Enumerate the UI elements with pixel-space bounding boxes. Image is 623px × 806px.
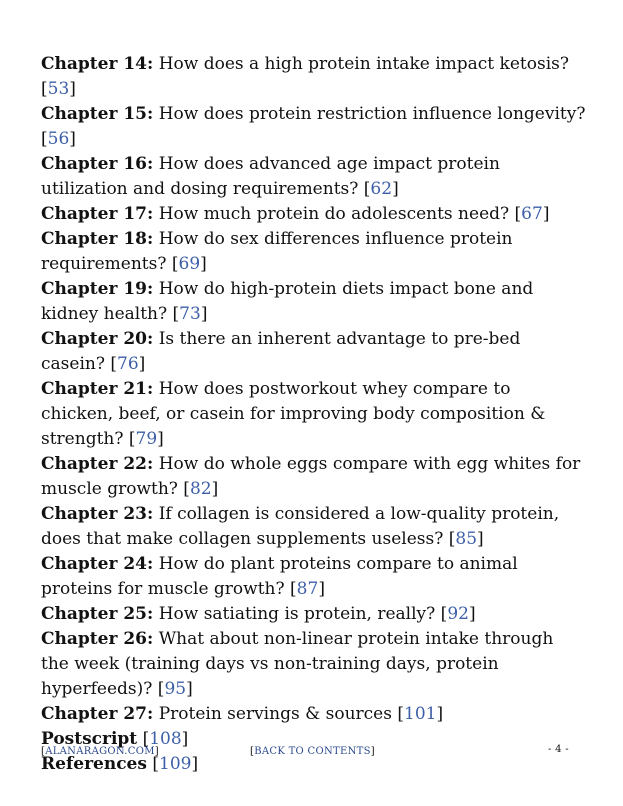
toc-page-link[interactable]: 82: [189, 479, 212, 499]
toc-label: Chapter 26:: [41, 629, 154, 649]
toc-label: Chapter 20:: [41, 329, 154, 349]
toc-page-link[interactable]: 73: [179, 304, 201, 324]
toc-page-link[interactable]: 95: [164, 679, 187, 699]
toc-title: How satiating is protein, really?: [158, 604, 436, 624]
site-link[interactable]: [ALANARAGON.COM]: [41, 746, 159, 757]
toc-page-link[interactable]: 62: [370, 179, 393, 199]
toc-label: Chapter 16:: [41, 154, 154, 174]
toc-page-link[interactable]: 69: [178, 254, 201, 274]
toc-page-link[interactable]: 109: [159, 754, 192, 774]
toc-entry: Chapter 23: If collagen is considered a low-quality protein, does that make collagen supplements useless? [85]: [41, 504, 560, 549]
back-to-contents-label: BACK TO CONTENTS: [254, 746, 371, 757]
page-number: - 4 -: [548, 744, 569, 755]
toc-entry: Chapter 26: What about non-linear protein intake through the week (training days vs non-training days, protein hyperfeeds)? [95]: [41, 629, 554, 699]
page-footer: [0, 746, 623, 762]
toc-page-link[interactable]: 108: [149, 729, 182, 749]
toc-title: How does postworkout whey compare to chicken, beef, or casein for improving body composition & strength?: [41, 379, 546, 449]
toc-page-link[interactable]: 56: [47, 129, 70, 149]
toc-entry: Chapter 22: How do whole eggs compare with egg whites for muscle growth? [82]: [41, 454, 581, 499]
toc-label: Chapter 24:: [41, 554, 154, 574]
toc-page-link[interactable]: 87: [296, 579, 319, 599]
toc-entry-references: References [109]: [41, 754, 199, 774]
toc-label: Chapter 27:: [41, 704, 154, 724]
toc-entry: Chapter 17: How much protein do adolescents need? [67]: [41, 204, 550, 224]
toc-title: Protein servings & sources: [158, 704, 392, 724]
toc-label: Chapter 22:: [41, 454, 154, 474]
toc-title: How does protein restriction influence longevity?: [158, 104, 586, 124]
toc-label: Chapter 17:: [41, 204, 154, 224]
toc-label: Postscript: [41, 729, 138, 749]
table-of-contents: [41, 52, 586, 777]
toc-title: How do whole eggs compare with egg whites for muscle growth?: [41, 454, 581, 499]
toc-title: How does a high protein intake impact ketosis?: [158, 54, 569, 74]
toc-label: Chapter 23:: [41, 504, 154, 524]
toc-title: How do plant proteins compare to animal proteins for muscle growth?: [41, 554, 518, 599]
toc-title: How do high-protein diets impact bone and kidney health?: [41, 279, 534, 324]
toc-title: How does advanced age impact protein utilization and dosing requirements?: [41, 154, 500, 199]
toc-entry: Chapter 14: How does a high protein intake impact ketosis? [53]: [41, 54, 569, 99]
toc-page-link[interactable]: 85: [455, 529, 478, 549]
toc-label: References: [41, 754, 147, 774]
toc-page-link[interactable]: 92: [447, 604, 469, 624]
toc-title: If collagen is considered a low-quality protein, does that make collagen supplements useless?: [41, 504, 560, 549]
toc-label: Chapter 19:: [41, 279, 154, 299]
toc-entry: Chapter 19: How do high-protein diets impact bone and kidney health? [73]: [41, 279, 534, 324]
toc-page-link[interactable]: 67: [521, 204, 543, 224]
toc-label: Chapter 18:: [41, 229, 154, 249]
toc-label: Chapter 25:: [41, 604, 154, 624]
toc-entry: Chapter 21: How does postworkout whey compare to chicken, beef, or casein for improving body composition & strength? [79]: [41, 379, 546, 449]
toc-page-link[interactable]: 79: [135, 429, 158, 449]
toc-entry: Chapter 16: How does advanced age impact protein utilization and dosing requirements? [62]: [41, 154, 500, 199]
toc-entry-postscript: Postscript [108]: [41, 729, 189, 749]
toc-page-link[interactable]: 53: [47, 79, 70, 99]
toc-title: What about non-linear protein intake through the week (training days vs non-training days, protein hyperfeeds)?: [41, 629, 554, 699]
toc-label: Chapter 21:: [41, 379, 154, 399]
toc-page-link[interactable]: 101: [404, 704, 437, 724]
toc-entry: Chapter 20: Is there an inherent advantage to pre-bed casein? [76]: [41, 329, 521, 374]
site-link-label: ALANARAGON.COM: [45, 746, 155, 757]
back-to-contents-link[interactable]: [BACK TO CONTENTS]: [250, 746, 375, 757]
toc-entry: Chapter 27: Protein servings & sources [101]: [41, 704, 444, 724]
toc-entry: Chapter 25: How satiating is protein, really? [92]: [41, 604, 476, 624]
toc-title: How much protein do adolescents need?: [158, 204, 510, 224]
toc-label: Chapter 14:: [41, 54, 154, 74]
toc-title: How do sex differences influence protein requirements?: [41, 229, 513, 274]
toc-entry: Chapter 24: How do plant proteins compare to animal proteins for muscle growth? [87]: [41, 554, 518, 599]
toc-title: Is there an inherent advantage to pre-bed casein?: [41, 329, 521, 374]
toc-page-link[interactable]: 76: [117, 354, 139, 374]
toc-entry: Chapter 18: How do sex differences influence protein requirements? [69]: [41, 229, 513, 274]
toc-entry: Chapter 15: How does protein restriction influence longevity? [56]: [41, 104, 586, 149]
toc-label: Chapter 15:: [41, 104, 154, 124]
